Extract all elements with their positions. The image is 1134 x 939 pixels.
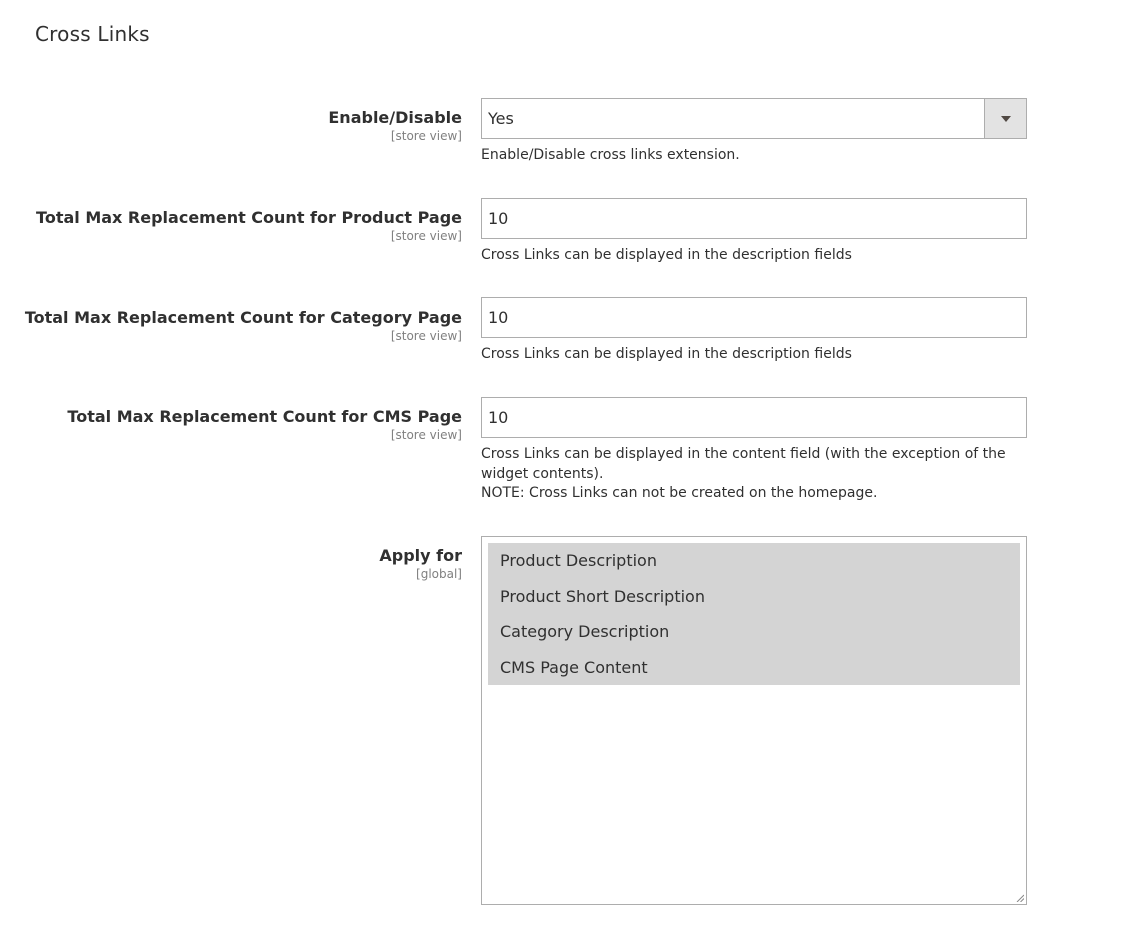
cms-page-count-value: 10 — [488, 408, 509, 427]
apply-for-multiselect[interactable] — [481, 536, 1027, 905]
chevron-down-icon — [1001, 116, 1011, 122]
category-page-note: Cross Links can be displayed in the description fields — [481, 346, 852, 362]
cms-page-label-block — [67, 407, 462, 443]
option-cms-page-content[interactable]: CMS Page Content — [488, 650, 1020, 686]
category-page-label: Total Max Replacement Count for Category Page — [24, 308, 462, 327]
select-toggle-button[interactable] — [984, 99, 1026, 138]
category-page-count-input[interactable] — [481, 297, 1027, 338]
product-page-count-value: 10 — [488, 209, 509, 228]
product-page-count-input[interactable] — [481, 198, 1027, 239]
cms-page-note-line2: NOTE: Cross Links can not be created on the homepage. — [481, 485, 878, 501]
cms-page-note-line1: Cross Links can be displayed in the content field (with the exception of the widget contents). — [481, 446, 1006, 482]
product-page-scope: [store view] — [390, 229, 462, 243]
section-title: Cross Links — [35, 22, 150, 46]
option-product-description[interactable]: Product Description — [488, 543, 1020, 579]
product-page-label: Total Max Replacement Count for Product Page — [36, 208, 462, 227]
cms-page-note — [481, 445, 1021, 504]
option-category-description[interactable]: Category Description — [488, 614, 1020, 650]
category-page-label-block — [25, 308, 462, 344]
category-page-count-value: 10 — [488, 308, 509, 327]
enable-note: Enable/Disable cross links extension. — [481, 147, 740, 163]
category-page-scope: [store view] — [390, 329, 462, 343]
enable-select-value: Yes — [488, 109, 514, 128]
product-page-label-block — [36, 208, 462, 244]
product-page-note: Cross Links can be displayed in the description fields — [481, 247, 852, 263]
option-product-short-description[interactable]: Product Short Description — [488, 579, 1020, 615]
apply-for-label-block — [379, 546, 462, 582]
cms-page-scope: [store view] — [390, 428, 462, 442]
apply-for-label: Apply for — [379, 546, 462, 565]
cms-page-label: Total Max Replacement Count for CMS Page — [67, 407, 462, 426]
resize-grip-icon[interactable] — [1016, 894, 1024, 902]
apply-for-scope: [global] — [416, 567, 462, 581]
enable-scope: [store view] — [390, 129, 462, 143]
enable-select[interactable] — [481, 98, 1027, 139]
cms-page-count-input[interactable] — [481, 397, 1027, 438]
enable-label: Enable/Disable — [328, 108, 462, 127]
enable-label-block — [328, 108, 462, 144]
